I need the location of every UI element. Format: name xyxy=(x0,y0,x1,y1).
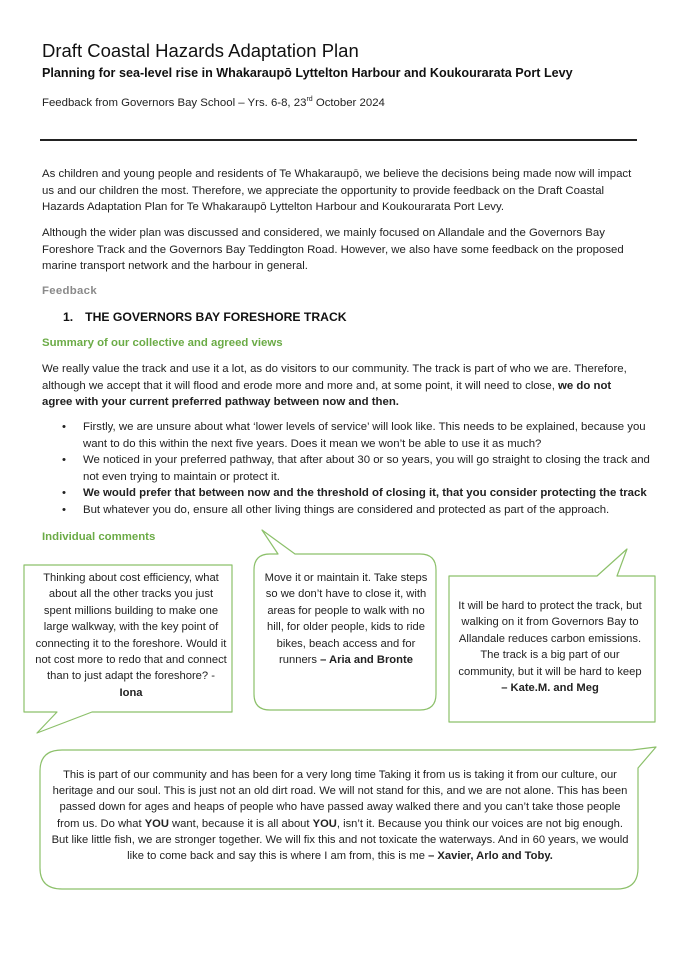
intro-paragraph-1: As children and young people and residents of Te Whakaraupō, we believe the decisions being made now will impact us and our children the most. Therefore, we appreciate the opportunity to provide feedback on the Draft Coastal Hazards Adaptation Plan for Te Whakaraupō Lyttelton Harbour and Koukourarata Port Levy. xyxy=(42,168,632,214)
summary-heading: Summary of our collective and agreed views xyxy=(42,337,283,349)
comment-author: Iona xyxy=(119,686,143,699)
bullet-text: We would prefer that between now and the threshold of closing it, that you consider protecting the track xyxy=(83,487,647,500)
comment-xavier-arlo-toby xyxy=(50,767,630,864)
comment-aria-bronte xyxy=(262,570,430,668)
feedback-label: Feedback xyxy=(42,285,97,297)
comment-emphasis: YOU xyxy=(144,817,169,830)
comment-author: – Xavier, Arlo and Toby. xyxy=(428,850,553,863)
comment-text: , isn’t it. Because you think our voices are not big enough. But like little fish, we are stronger together. We will fix this and not toxicate the waterways. And in 60 years, we would like to come back and say this is where I am from, this is me xyxy=(51,817,629,863)
bullet-dot-icon: • xyxy=(62,503,66,516)
document-subtitle: Planning for sea-level rise in Whakaraupō Lyttelton Harbour and Koukourarata Port Levy xyxy=(42,66,573,80)
bullet-text: We noticed in your preferred pathway, that after about 30 or so years, you will go straight to closing the track and not even trying to maintain or protect it. xyxy=(83,454,650,483)
comment-kate-meg xyxy=(455,598,645,696)
comment-emphasis: YOU xyxy=(312,817,337,830)
feedback-source-main: Feedback from Governors Bay School – Yrs. 6-8, 23 xyxy=(42,96,307,109)
bullet-dot-icon: • xyxy=(62,421,66,433)
bullet-dot-icon: • xyxy=(62,454,66,467)
individual-comments-heading: Individual comments xyxy=(42,531,156,543)
section-title: THE GOVERNORS BAY FORESHORE TRACK xyxy=(85,310,347,324)
comment-text: Move it or maintain it. Take steps so we don’t have to close it, with areas for people to walk with no hill, for older people, kids to ride bikes, beach access and for runners xyxy=(264,572,428,667)
section-number: 1. xyxy=(63,310,74,324)
summary-text: We really value the track and use it a lot, as do visitors to our community. The track is part of who we are. Therefore, although we accept that it will flood and erode more and more and, at some point, it will need to close, xyxy=(42,363,627,392)
feedback-source-sup: rd xyxy=(306,96,313,103)
comment-text: This is part of our community and has been for a very long time Taking it from us is taking it from our culture, our heritage and our soul. This is just not an old dirt road. We will not stand for this, and we are not alone. This has been passed down for ages and heaps of people who have passed away walked there and you can’t take those people from us. Do what xyxy=(52,769,628,830)
bullet-text: Firstly, we are unsure about what ‘lower levels of service’ will look like. This needs to be explained, because you want to do this within the next five years. Does it mean we won’t be able to use it as much? xyxy=(83,421,646,450)
bullet-text: But whatever you do, ensure all other living things are considered and protected as part of the approach. xyxy=(83,503,610,516)
comment-iona xyxy=(34,570,228,701)
comment-text: It will be hard to protect the track, but walking on it from Governors Bay to Allandale reduces carbon emissions. The track is a big part of our community, but it will be hard to keep xyxy=(458,600,642,678)
document-title: Draft Coastal Hazards Adaptation Plan xyxy=(42,40,359,61)
comment-text: Thinking about cost efficiency, what about all the other tracks you just spent millions building to make one large walkway, with the key point of connecting it to the foreshore. Would it not cost more to redo that and connect than to just adapt the foreshore? - xyxy=(35,572,227,683)
comment-text: want, because it is all about xyxy=(168,817,313,830)
intro-paragraph-2: Although the wider plan was discussed and considered, we mainly focused on Allandale and the Governors Bay Foreshore Track and the Governors Bay Teddington Road. However, we also have some feedback on the proposed marine transport network and the harbour in general. xyxy=(42,227,624,273)
comment-author: – Kate.M. and Meg xyxy=(501,682,599,695)
bullet-dot-icon: • xyxy=(62,487,66,500)
feedback-source-end: October 2024 xyxy=(312,96,385,109)
summary-bold: we do not agree with your current preferred pathway between now and then. xyxy=(42,379,612,409)
comment-author: – Aria and Bronte xyxy=(320,654,413,667)
